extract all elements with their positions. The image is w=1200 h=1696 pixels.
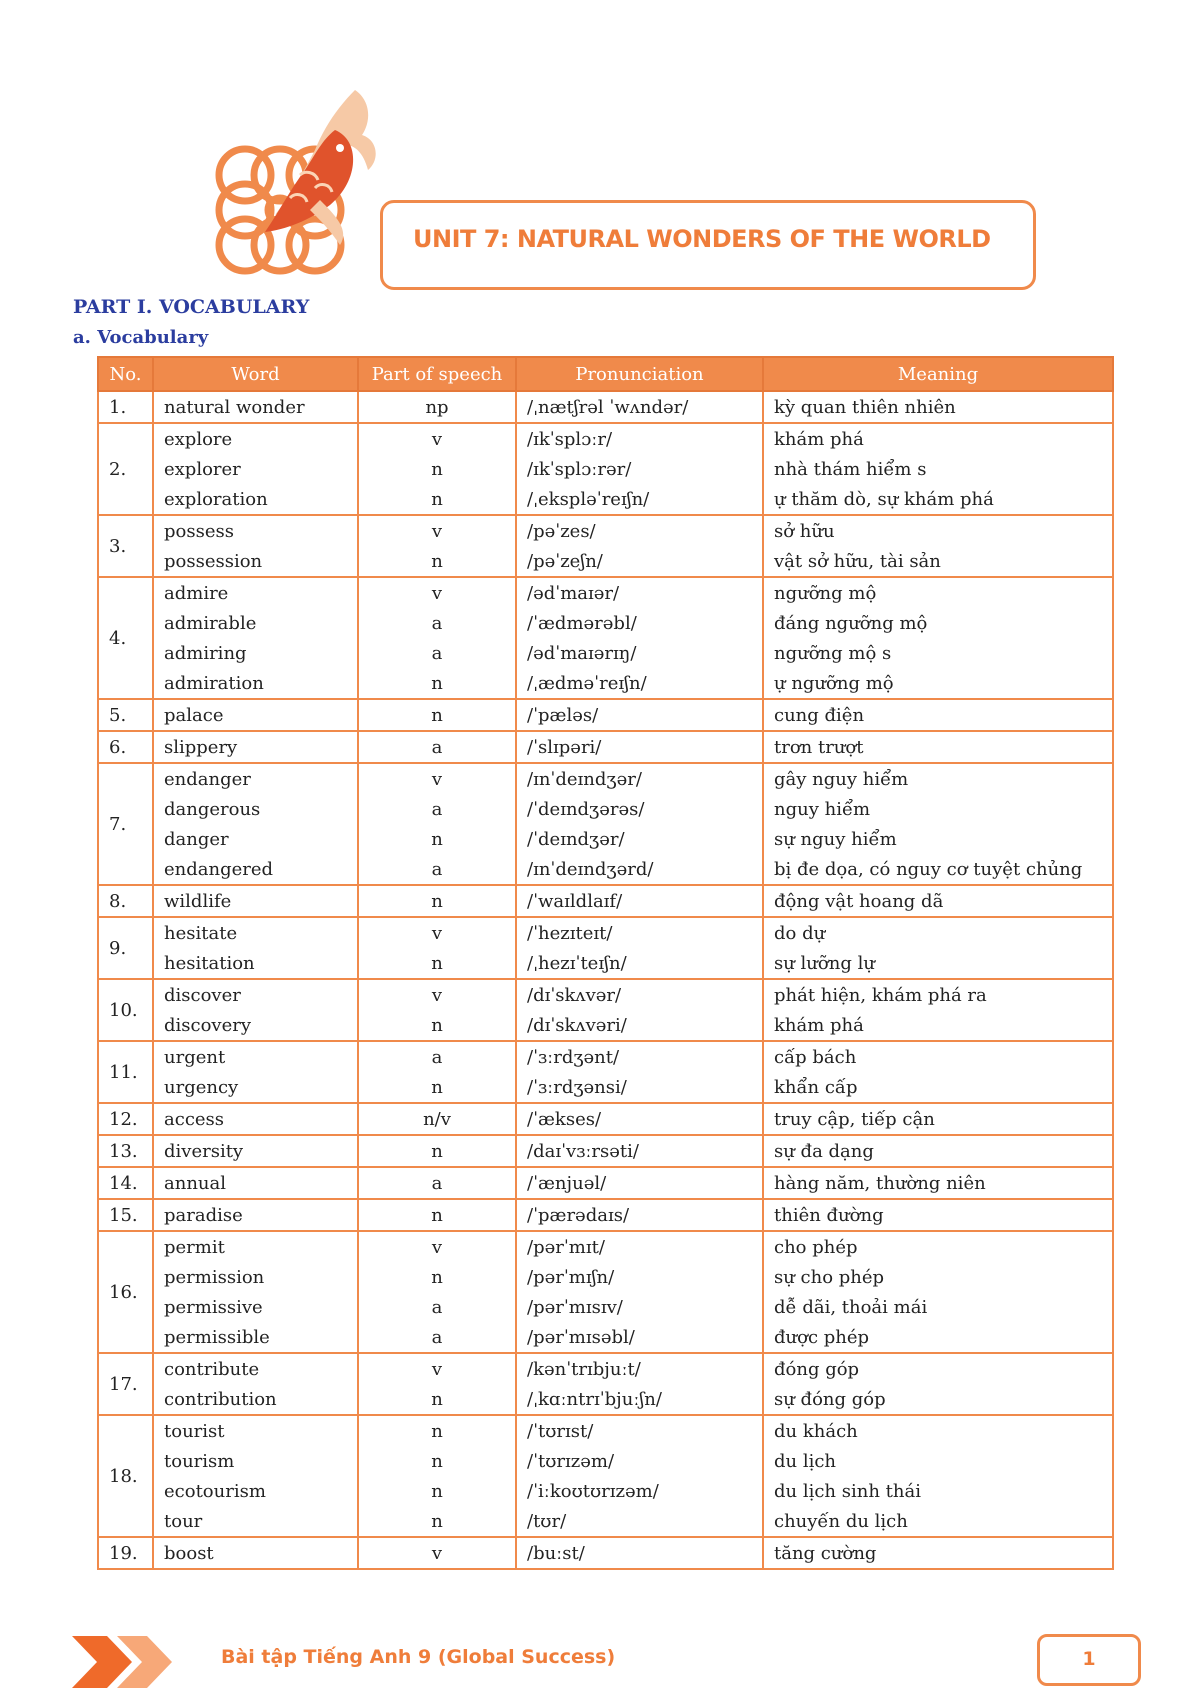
cell-pronunciation: /ˈɜːrdʒənsi/ — [516, 1072, 763, 1103]
cell-word: discover — [153, 979, 358, 1010]
cell-pronunciation: /daɪˈvɜːrsəti/ — [516, 1135, 763, 1167]
cell-pronunciation: /ˈwaɪldlaɪf/ — [516, 885, 763, 917]
table-row — [98, 917, 1113, 948]
cell-part-of-speech: n/v — [358, 1103, 516, 1135]
cell-part-of-speech: n — [358, 1010, 516, 1041]
cell-meaning: phát hiện, khám phá ra — [763, 979, 1113, 1010]
cell-part-of-speech: a — [358, 1292, 516, 1322]
cell-pronunciation: /tʊr/ — [516, 1506, 763, 1537]
cell-pronunciation: /ˈædmərəbl/ — [516, 608, 763, 638]
cell-pronunciation: /ˈiːkoʊtʊrɪzəm/ — [516, 1476, 763, 1506]
cell-meaning: ự ngưỡng mộ — [763, 668, 1113, 699]
table-row — [98, 454, 1113, 484]
cell-meaning: cho phép — [763, 1231, 1113, 1262]
table-row — [98, 1010, 1113, 1041]
cell-part-of-speech: n — [358, 824, 516, 854]
cell-word: contribution — [153, 1384, 358, 1415]
cell-pronunciation: /ˈdeɪndʒərəs/ — [516, 794, 763, 824]
cell-meaning: ngưỡng mộ s — [763, 638, 1113, 668]
cell-pronunciation: /ˌekspləˈreɪʃn/ — [516, 484, 763, 515]
cell-part-of-speech: n — [358, 1415, 516, 1446]
cell-part-of-speech: n — [358, 1199, 516, 1231]
cell-meaning: khám phá — [763, 1010, 1113, 1041]
cell-pronunciation: /pərˈmɪsɪv/ — [516, 1292, 763, 1322]
cell-meaning: nhà thám hiểm s — [763, 454, 1113, 484]
cell-word: endangered — [153, 854, 358, 885]
cell-pronunciation: /pəˈzes/ — [516, 515, 763, 546]
cell-meaning: cung điện — [763, 699, 1113, 731]
cell-pronunciation: /ɪnˈdeɪndʒərd/ — [516, 854, 763, 885]
column-header-no: No. — [98, 357, 153, 391]
cell-meaning: dễ dãi, thoải mái — [763, 1292, 1113, 1322]
cell-pronunciation: /ˌnætʃrəl ˈwʌndər/ — [516, 391, 763, 423]
unit-header — [205, 80, 1035, 300]
cell-part-of-speech: n — [358, 1476, 516, 1506]
cell-part-of-speech: v — [358, 1353, 516, 1384]
cell-meaning: chuyến du lịch — [763, 1506, 1113, 1537]
cell-part-of-speech: v — [358, 979, 516, 1010]
table-row — [98, 515, 1113, 546]
cell-meaning: kỳ quan thiên nhiên — [763, 391, 1113, 423]
cell-meaning: sự nguy hiểm — [763, 824, 1113, 854]
cell-pronunciation: /ˈpærədaɪs/ — [516, 1199, 763, 1231]
cell-pronunciation: /ˈækses/ — [516, 1103, 763, 1135]
cell-meaning: sự đa dạng — [763, 1135, 1113, 1167]
table-row — [98, 1262, 1113, 1292]
unit-title-box — [380, 200, 1036, 290]
cell-part-of-speech: a — [358, 638, 516, 668]
cell-word: permit — [153, 1231, 358, 1262]
section-title: a. Vocabulary — [73, 327, 209, 348]
table-row — [98, 1135, 1113, 1167]
cell-word: danger — [153, 824, 358, 854]
cell-pronunciation: /kənˈtrɪbjuːt/ — [516, 1353, 763, 1384]
table-row — [98, 423, 1113, 454]
cell-pronunciation: /pəˈzeʃn/ — [516, 546, 763, 577]
table-row — [98, 391, 1113, 423]
cell-part-of-speech: a — [358, 731, 516, 763]
column-header-meaning: Meaning — [763, 357, 1113, 391]
cell-meaning: hàng năm, thường niên — [763, 1167, 1113, 1199]
table-row — [98, 1476, 1113, 1506]
cell-meaning: du lịch — [763, 1446, 1113, 1476]
unit-title: UNIT 7: NATURAL WONDERS OF THE WORLD — [413, 225, 991, 253]
cell-pronunciation: /ˈænjuəl/ — [516, 1167, 763, 1199]
cell-word: discovery — [153, 1010, 358, 1041]
table-row — [98, 948, 1113, 979]
cell-part-of-speech: n — [358, 699, 516, 731]
cell-part-of-speech: n — [358, 484, 516, 515]
cell-meaning: ngưỡng mộ — [763, 577, 1113, 608]
table-row — [98, 1199, 1113, 1231]
table-row — [98, 1506, 1113, 1537]
table-row — [98, 1537, 1113, 1569]
cell-pronunciation: /ˈpæləs/ — [516, 699, 763, 731]
table-row — [98, 731, 1113, 763]
cell-part-of-speech: n — [358, 454, 516, 484]
table-row — [98, 885, 1113, 917]
cell-part-of-speech: v — [358, 515, 516, 546]
cell-meaning: khẩn cấp — [763, 1072, 1113, 1103]
cell-word: slippery — [153, 731, 358, 763]
cell-pronunciation: /pərˈmɪʃn/ — [516, 1262, 763, 1292]
cell-pronunciation: /ˈslɪpəri/ — [516, 731, 763, 763]
cell-number: 7. — [98, 763, 153, 885]
cell-word: exploration — [153, 484, 358, 515]
cell-pronunciation: /ˈhezɪteɪt/ — [516, 917, 763, 948]
cell-word: annual — [153, 1167, 358, 1199]
table-row — [98, 577, 1113, 608]
cell-word: boost — [153, 1537, 358, 1569]
cell-meaning: tăng cường — [763, 1537, 1113, 1569]
cell-word: tourism — [153, 1446, 358, 1476]
cell-word: permission — [153, 1262, 358, 1292]
cell-word: admire — [153, 577, 358, 608]
cell-part-of-speech: n — [358, 1446, 516, 1476]
table-body — [98, 391, 1113, 1569]
double-chevron-right-icon — [72, 1636, 192, 1688]
table-row — [98, 1353, 1113, 1384]
table-row — [98, 1322, 1113, 1353]
cell-meaning: cấp bách — [763, 1041, 1113, 1072]
column-header-pronunciation: Pronunciation — [516, 357, 763, 391]
table-row — [98, 668, 1113, 699]
cell-word: explore — [153, 423, 358, 454]
cell-pronunciation: /pərˈmɪt/ — [516, 1231, 763, 1262]
cell-part-of-speech: np — [358, 391, 516, 423]
cell-word: tourist — [153, 1415, 358, 1446]
cell-number: 5. — [98, 699, 153, 731]
cell-word: hesitation — [153, 948, 358, 979]
cell-pronunciation: /ɪkˈsplɔːr/ — [516, 423, 763, 454]
cell-meaning: gây nguy hiểm — [763, 763, 1113, 794]
cell-number: 11. — [98, 1041, 153, 1103]
cell-meaning: truy cập, tiếp cận — [763, 1103, 1113, 1135]
cell-meaning: động vật hoang dã — [763, 885, 1113, 917]
cell-word: admiration — [153, 668, 358, 699]
cell-pronunciation: /dɪˈskʌvəri/ — [516, 1010, 763, 1041]
cell-word: hesitate — [153, 917, 358, 948]
table-row — [98, 484, 1113, 515]
table-row — [98, 1041, 1113, 1072]
table-row — [98, 638, 1113, 668]
cell-word: endanger — [153, 763, 358, 794]
table-row — [98, 1415, 1113, 1446]
vocabulary-table — [97, 356, 1114, 1570]
cell-word: possession — [153, 546, 358, 577]
table-row — [98, 794, 1113, 824]
cell-part-of-speech: a — [358, 1041, 516, 1072]
cell-part-of-speech: n — [358, 1135, 516, 1167]
table-row — [98, 1384, 1113, 1415]
cell-pronunciation: /ˌkɑːntrɪˈbjuːʃn/ — [516, 1384, 763, 1415]
cell-part-of-speech: n — [358, 885, 516, 917]
cell-meaning: được phép — [763, 1322, 1113, 1353]
cell-word: admirable — [153, 608, 358, 638]
cell-meaning: đóng góp — [763, 1353, 1113, 1384]
cell-part-of-speech: n — [358, 1506, 516, 1537]
cell-part-of-speech: a — [358, 794, 516, 824]
table-row — [98, 824, 1113, 854]
table-row — [98, 546, 1113, 577]
cell-part-of-speech: a — [358, 1167, 516, 1199]
cell-meaning: du lịch sinh thái — [763, 1476, 1113, 1506]
cell-part-of-speech: v — [358, 577, 516, 608]
cell-meaning: sự cho phép — [763, 1262, 1113, 1292]
cell-meaning: thiên đường — [763, 1199, 1113, 1231]
cell-meaning: do dự — [763, 917, 1113, 948]
cell-pronunciation: /ˈdeɪndʒər/ — [516, 824, 763, 854]
cell-pronunciation: /ˌhezɪˈteɪʃn/ — [516, 948, 763, 979]
cell-part-of-speech: n — [358, 546, 516, 577]
cell-part-of-speech: v — [358, 1231, 516, 1262]
cell-number: 8. — [98, 885, 153, 917]
koi-fish-icon — [260, 80, 380, 250]
column-header-word: Word — [153, 357, 358, 391]
page-number-box — [1037, 1634, 1141, 1686]
cell-number: 15. — [98, 1199, 153, 1231]
cell-pronunciation: /pərˈmɪsəbl/ — [516, 1322, 763, 1353]
cell-part-of-speech: n — [358, 668, 516, 699]
cell-word: wildlife — [153, 885, 358, 917]
cell-number: 13. — [98, 1135, 153, 1167]
cell-meaning: bị đe dọa, có nguy cơ tuyệt chủng — [763, 854, 1113, 885]
page-number: 1 — [1082, 1648, 1096, 1670]
cell-meaning: sự đóng góp — [763, 1384, 1113, 1415]
cell-meaning: đáng ngưỡng mộ — [763, 608, 1113, 638]
table-row — [98, 763, 1113, 794]
column-header-part-of-speech: Part of speech — [358, 357, 516, 391]
cell-word: contribute — [153, 1353, 358, 1384]
table-row — [98, 1072, 1113, 1103]
table-row — [98, 1167, 1113, 1199]
cell-word: admiring — [153, 638, 358, 668]
cell-part-of-speech: n — [358, 1262, 516, 1292]
cell-word: explorer — [153, 454, 358, 484]
cell-pronunciation: /buːst/ — [516, 1537, 763, 1569]
cell-number: 19. — [98, 1537, 153, 1569]
cell-meaning: nguy hiểm — [763, 794, 1113, 824]
cell-word: dangerous — [153, 794, 358, 824]
cell-part-of-speech: n — [358, 948, 516, 979]
cell-part-of-speech: n — [358, 1072, 516, 1103]
cell-number: 18. — [98, 1415, 153, 1537]
cell-meaning: khám phá — [763, 423, 1113, 454]
cell-word: paradise — [153, 1199, 358, 1231]
table-row — [98, 1103, 1113, 1135]
table-row — [98, 1231, 1113, 1262]
cell-pronunciation: /ɪkˈsplɔːrər/ — [516, 454, 763, 484]
cell-word: ecotourism — [153, 1476, 358, 1506]
cell-number: 4. — [98, 577, 153, 699]
cell-meaning: du khách — [763, 1415, 1113, 1446]
cell-pronunciation: /ˌædməˈreɪʃn/ — [516, 668, 763, 699]
cell-word: urgent — [153, 1041, 358, 1072]
cell-word: access — [153, 1103, 358, 1135]
cell-number: 6. — [98, 731, 153, 763]
cell-meaning: ự thăm dò, sự khám phá — [763, 484, 1113, 515]
cell-meaning: sở hữu — [763, 515, 1113, 546]
cell-part-of-speech: v — [358, 763, 516, 794]
cell-meaning: vật sở hữu, tài sản — [763, 546, 1113, 577]
cell-number: 2. — [98, 423, 153, 515]
cell-part-of-speech: a — [358, 1322, 516, 1353]
cell-pronunciation: /dɪˈskʌvər/ — [516, 979, 763, 1010]
table-row — [98, 1446, 1113, 1476]
table-row — [98, 1292, 1113, 1322]
cell-number: 14. — [98, 1167, 153, 1199]
cell-word: diversity — [153, 1135, 358, 1167]
cell-word: palace — [153, 699, 358, 731]
cell-part-of-speech: v — [358, 423, 516, 454]
cell-pronunciation: /ədˈmaɪər/ — [516, 577, 763, 608]
table-row — [98, 979, 1113, 1010]
cell-number: 1. — [98, 391, 153, 423]
table-row — [98, 699, 1113, 731]
cell-number: 16. — [98, 1231, 153, 1353]
cell-word: permissible — [153, 1322, 358, 1353]
table-row — [98, 608, 1113, 638]
cell-word: permissive — [153, 1292, 358, 1322]
cell-number: 17. — [98, 1353, 153, 1415]
cell-word: natural wonder — [153, 391, 358, 423]
cell-meaning: sự lưỡng lự — [763, 948, 1113, 979]
cell-part-of-speech: v — [358, 1537, 516, 1569]
cell-word: tour — [153, 1506, 358, 1537]
table-header-row — [98, 357, 1113, 391]
cell-pronunciation: /ˈɜːrdʒənt/ — [516, 1041, 763, 1072]
cell-part-of-speech: a — [358, 854, 516, 885]
cell-number: 10. — [98, 979, 153, 1041]
cell-part-of-speech: v — [358, 917, 516, 948]
cell-number: 9. — [98, 917, 153, 979]
cell-part-of-speech: n — [358, 1384, 516, 1415]
cell-number: 3. — [98, 515, 153, 577]
cell-pronunciation: /ɪnˈdeɪndʒər/ — [516, 763, 763, 794]
cell-pronunciation: /ˈtʊrɪst/ — [516, 1415, 763, 1446]
cell-pronunciation: /ˈtʊrɪzəm/ — [516, 1446, 763, 1476]
cell-number: 12. — [98, 1103, 153, 1135]
cell-meaning: trơn trượt — [763, 731, 1113, 763]
book-title: Bài tập Tiếng Anh 9 (Global Success) — [221, 1646, 616, 1668]
cell-word: urgency — [153, 1072, 358, 1103]
cell-word: possess — [153, 515, 358, 546]
cell-pronunciation: /ədˈmaɪərɪŋ/ — [516, 638, 763, 668]
part-title: PART I. VOCABULARY — [73, 296, 310, 318]
table-row — [98, 854, 1113, 885]
cell-part-of-speech: a — [358, 608, 516, 638]
